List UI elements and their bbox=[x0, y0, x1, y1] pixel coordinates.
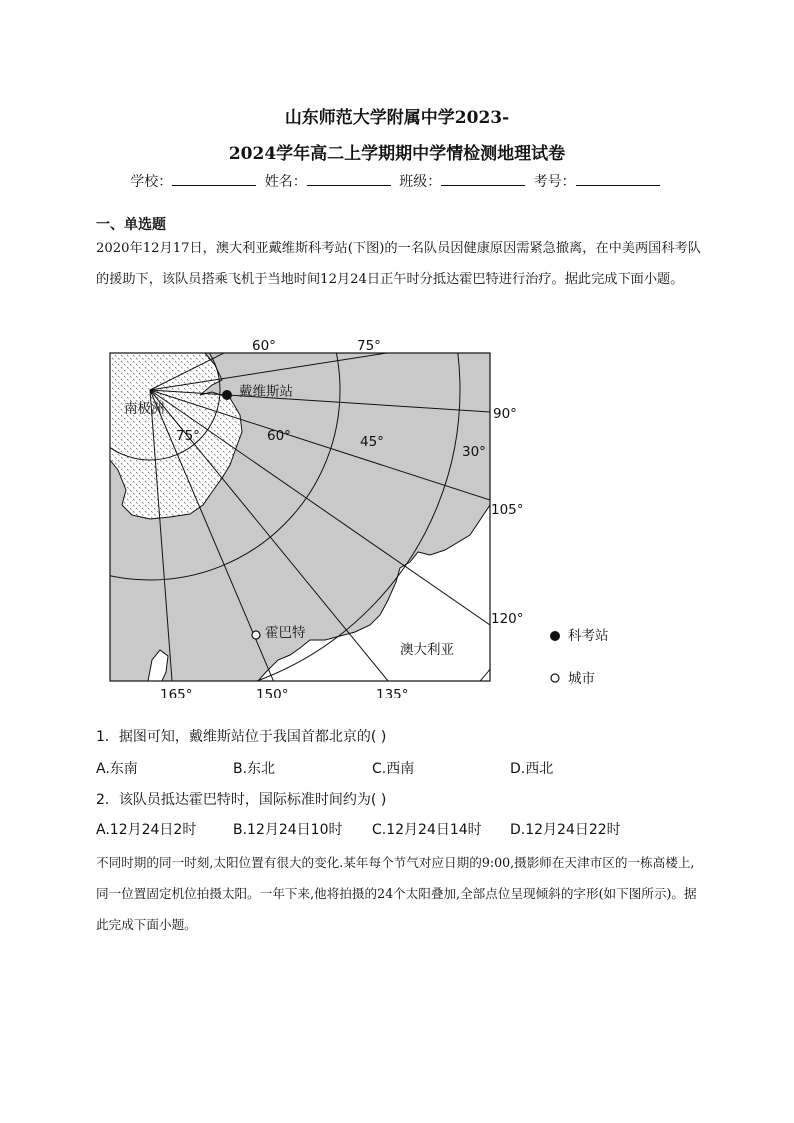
question-1-stem: 1．据图可知，戴维斯站位于我国首都北京的( ) bbox=[96, 729, 387, 745]
legend-city-label: 城市 bbox=[568, 671, 595, 687]
exam-title-line2: 2024学年高二上学期期中学情检测地理试卷 bbox=[228, 144, 566, 164]
legend-station-label: 科考站 bbox=[568, 628, 609, 644]
class-blank[interactable] bbox=[441, 173, 525, 186]
davis-station-marker bbox=[222, 390, 232, 400]
passage-2: 不同时期的同一时刻,太阳位置有很大的变化.某年每个节气对应日期的9:00,摄影师在天津市区的一栋高楼上,同一位置固定机位拍摄太阳。一年下来,他将拍摄的24个太阳叠加,全部点位呈现倾斜的字形(如下图所示)。据此完成下面小题。 bbox=[96, 855, 697, 932]
hobart-label: 霍巴特 bbox=[265, 625, 306, 641]
question-1-option-d[interactable]: D.西北 bbox=[510, 761, 554, 777]
name-blank[interactable] bbox=[307, 173, 391, 186]
student-info-row bbox=[0, 171, 794, 191]
question-2-option-c[interactable]: C.12月24日14时 bbox=[372, 822, 482, 838]
lon-135-label: 135° bbox=[376, 687, 409, 698]
antarctica-label: 南极洲 bbox=[124, 401, 165, 417]
legend-city-symbol bbox=[551, 674, 559, 682]
question-1-option-c[interactable]: C.西南 bbox=[372, 761, 415, 777]
lon-150-label: 150° bbox=[256, 687, 289, 698]
antarctic-map bbox=[100, 332, 660, 698]
question-2-option-b[interactable]: B.12月24日10时 bbox=[233, 822, 343, 838]
legend-station-symbol bbox=[550, 631, 560, 641]
lon-165-label: 165° bbox=[160, 687, 193, 698]
exam-number-label: 考号： bbox=[533, 174, 576, 190]
question-1-option-a[interactable]: A.东南 bbox=[96, 761, 138, 777]
exam-title-line1: 山东师范大学附属中学2023- bbox=[284, 108, 510, 128]
davis-station-label: 戴维斯站 bbox=[239, 384, 293, 400]
lat-45-label: 45° bbox=[360, 434, 384, 450]
lon-105-label: 105° bbox=[491, 502, 524, 518]
question-1-option-b[interactable]: B.东北 bbox=[233, 761, 276, 777]
school-label: 学校： bbox=[130, 174, 173, 190]
section-title: 一、单选题 bbox=[96, 217, 166, 233]
class-label: 班级： bbox=[399, 174, 442, 190]
school-blank[interactable] bbox=[172, 173, 256, 186]
lat-75-label: 75° bbox=[176, 428, 200, 444]
lon-120-label: 120° bbox=[491, 611, 524, 627]
lon-75-label: 75° bbox=[357, 338, 381, 354]
lon-60-label: 60° bbox=[252, 338, 276, 354]
passage-1: 2020年12月17日，澳大利亚戴维斯科考站(下图)的一名队员因健康原因需紧急撤离，在中美两国科考队的援助下，该队员搭乘飞机于当地时间12月24日正午时分抵达霍巴特进行治疗。据此完成下面小题。 bbox=[96, 241, 701, 287]
exam-number-blank[interactable] bbox=[576, 173, 660, 186]
lat-30-label: 30° bbox=[462, 444, 486, 460]
question-2-option-a[interactable]: A.12月24日2时 bbox=[96, 822, 197, 838]
lat-60-label: 60° bbox=[267, 428, 291, 444]
question-2-stem: 2．该队员抵达霍巴特时，国际标准时间约为( ) bbox=[96, 792, 387, 808]
hobart-marker bbox=[252, 631, 260, 639]
question-2-option-d[interactable]: D.12月24日22时 bbox=[510, 822, 621, 838]
lon-90-label: 90° bbox=[493, 406, 517, 422]
name-label: 姓名： bbox=[264, 174, 307, 190]
australia-label: 澳大利亚 bbox=[400, 642, 454, 658]
